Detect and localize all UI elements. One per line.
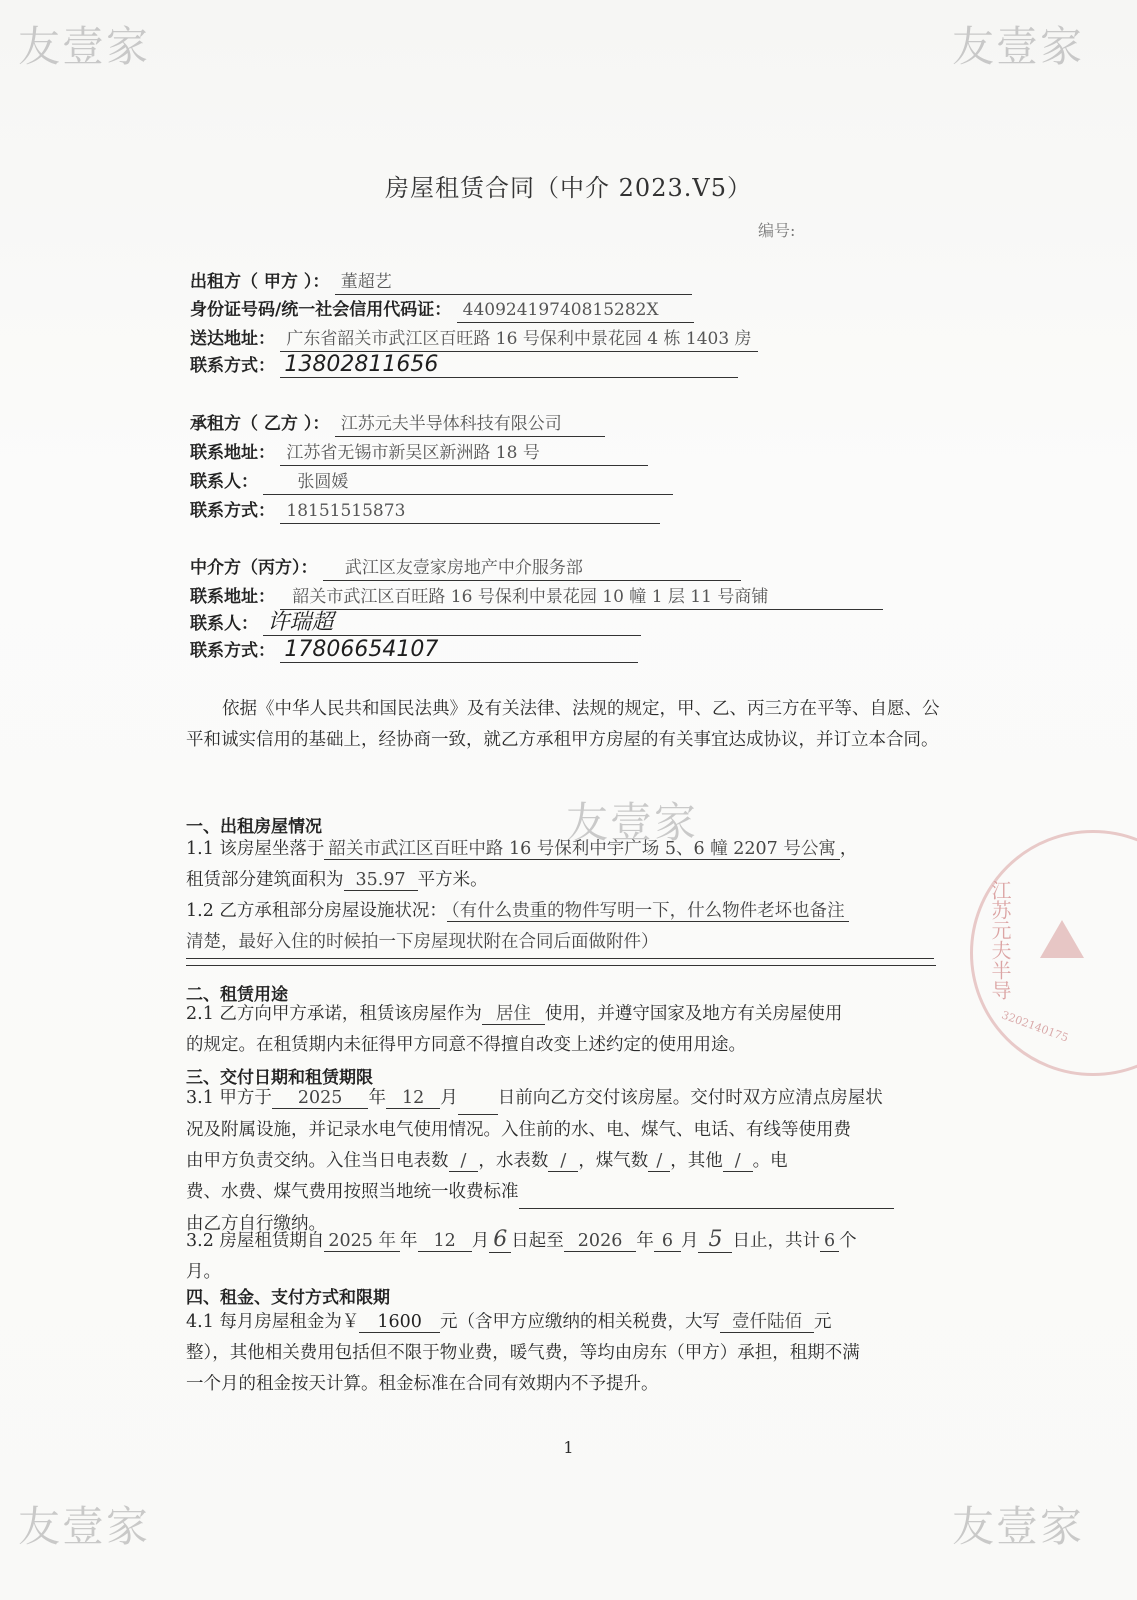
party-c-person-row: [190, 611, 641, 636]
party-a-contact-label: 联系方式：: [190, 356, 275, 376]
start-month: 12: [418, 1231, 472, 1252]
clause-4-1-c: 元: [813, 1312, 832, 1332]
clause-1-1-area-post: 平方米。: [417, 870, 488, 890]
watermark-center: 友壹家: [566, 798, 699, 847]
party-c-name-label: 中介方（丙方）：: [190, 558, 318, 578]
seal-number: 3202140175: [999, 1008, 1071, 1045]
party-a-id: 44092419740815282X: [457, 298, 694, 323]
end-day: 5: [698, 1227, 732, 1253]
rental-area: 35.97: [344, 870, 418, 891]
clause-4-1-a: 4.1 每月房屋租金为￥: [186, 1312, 360, 1332]
party-a-id-row: [190, 298, 694, 323]
party-c-contact-row: [190, 638, 638, 663]
seal-text: 江苏元夫半导: [988, 880, 1012, 1000]
clause-3-2-f: 月: [680, 1231, 699, 1251]
delivery-month: 12: [386, 1088, 440, 1109]
watermark-top-left: 友壹家: [18, 22, 151, 71]
clause-3-2-g: 日止，共计: [732, 1231, 820, 1251]
party-b-person: 张圆媛: [263, 470, 673, 495]
clause-3-2-c: 月: [471, 1231, 490, 1251]
party-a-name-label: 出租方（ 甲方 ）：: [190, 272, 330, 292]
clause-3-1-line3a: 由甲方负责交纳。入住当日电表数: [186, 1151, 449, 1171]
clause-2-1-post: 使用，并遵守国家及地方有关房屋使用: [544, 1004, 843, 1024]
delivery-year: 2025: [272, 1088, 369, 1109]
clause-3-1-line2: 况及附属设施，并记录水电气使用情况。入住前的水、电、煤气、电话、有线等使用费: [186, 1120, 851, 1140]
party-b-addr-row: [190, 441, 648, 466]
party-c-addr-label: 联系地址：: [190, 587, 275, 607]
party-c-name: 武江区友壹家房地产中介服务部: [323, 556, 741, 581]
monthly-rent: 1600: [359, 1312, 440, 1333]
section-4-heading: 四、租金、支付方式和限期: [186, 1288, 390, 1308]
clause-3-1-line4: 费、水费、煤气费用按照当地统一收费标准: [186, 1182, 519, 1202]
watermark-bottom-left: 友壹家: [18, 1502, 151, 1551]
clause-4-1: [186, 1307, 946, 1400]
party-c-contact: 17806654107: [280, 638, 638, 663]
clause-3-1-line3d: ，其他: [670, 1151, 723, 1171]
facility-note-line1: （有什么贵重的物件写明一下，什么物件老坏也备注: [447, 901, 849, 922]
clause-1-1: [186, 834, 946, 959]
clause-4-1-line2: 整），其他相关费用包括但不限于物业费，暖气费，等均由房东（甲方）承担，租期不满: [186, 1343, 860, 1363]
party-a-name: 董超艺: [335, 270, 692, 295]
clause-3-1-b: 年: [368, 1088, 386, 1108]
clause-1-1-area-pre: 租赁部分建筑面积为: [186, 870, 344, 890]
clause-4-1-line3: 一个月的租金按天计算。租金标准在合同有效期内不予提升。: [186, 1374, 659, 1394]
clause-2-1-pre: 2.1 乙方向甲方承诺，租赁该房屋作为: [186, 1004, 482, 1024]
party-b-contact-label: 联系方式：: [190, 501, 275, 521]
blank-line: [186, 965, 936, 966]
clause-3-1-c: 月: [440, 1088, 458, 1108]
clause-1-2-pre: 1.2 乙方承租部分房屋设施状况：: [186, 901, 447, 921]
party-a-contact-row: [190, 353, 738, 378]
party-b-name-row: [190, 412, 605, 437]
rental-use: 居住: [482, 1004, 545, 1025]
fee-standard-blank: [519, 1177, 894, 1209]
party-a-addr-row: [190, 327, 758, 352]
party-b-person-label: 联系人：: [190, 472, 258, 492]
party-a-contact: 13802811656: [280, 353, 738, 378]
clause-3-2-line2: 月。: [186, 1262, 221, 1282]
delivery-day: [458, 1083, 498, 1115]
clause-1-1-address: 韶关市武江区百旺中路 16 号保利中宇广场 5、6 幢 2207 号公寓: [324, 839, 839, 860]
rent-in-words: 壹仟陆佰: [720, 1312, 814, 1333]
clause-3-1-a: 3.1 甲方于: [186, 1088, 272, 1108]
contract-title: 房屋租赁合同（中介 2023.V5）: [385, 174, 752, 202]
party-b-person-row: [190, 470, 673, 495]
serial-label: 编号:: [758, 221, 796, 240]
gas-meter: /: [648, 1151, 670, 1172]
party-c-addr: 韶关市武江区百旺路 16 号保利中景花园 10 幢 1 层 11 号商铺: [280, 585, 883, 610]
start-day: 6: [489, 1227, 511, 1253]
clause-1-1-pre: 1.1 该房屋坐落于: [186, 839, 325, 859]
party-c-addr-row: [190, 585, 883, 610]
section-1-heading: 一、出租房屋情况: [186, 817, 322, 837]
clause-3-2-a: 3.2 房屋租赁期自: [186, 1231, 325, 1251]
party-b-contact: 18151515873: [280, 499, 660, 524]
party-b-name-label: 承租方（ 乙方 ）：: [190, 414, 330, 434]
clause-2-1-line2: 的规定。在租赁期内未征得甲方同意不得擅自改变上述约定的使用用途。: [186, 1035, 746, 1055]
electric-meter: /: [449, 1151, 479, 1172]
clause-3-2-e: 年: [636, 1231, 654, 1251]
party-b-contact-row: [190, 499, 660, 524]
party-b-addr-label: 联系地址：: [190, 443, 275, 463]
clause-2-1: [186, 999, 946, 1061]
end-year: 2026: [564, 1231, 637, 1252]
clause-3-2-b: 年: [400, 1231, 418, 1251]
clause-3-1-line5: 由乙方自行缴纳。: [186, 1214, 326, 1234]
party-b-addr: 江苏省无锡市新吴区新洲路 18 号: [280, 441, 648, 466]
party-b-name: 江苏元夫半导体科技有限公司: [335, 412, 605, 437]
clause-3-1-line3b: ，水表数: [478, 1151, 549, 1171]
lease-months: 6: [820, 1231, 839, 1252]
clause-3-2-h: 个: [839, 1231, 857, 1251]
clause-3-1: [186, 1083, 946, 1240]
party-a-addr-label: 送达地址：: [190, 329, 275, 349]
party-a-name-row: [190, 270, 692, 295]
clause-3-1-line3e: 。电: [752, 1151, 788, 1171]
party-a-addr: 广东省韶关市武江区百旺路 16 号保利中景花园 4 栋 1403 房: [280, 327, 757, 352]
clause-3-2-d: 日起至: [511, 1231, 564, 1251]
party-a-id-label: 身份证号码/统一社会信用代码证：: [190, 300, 452, 320]
watermark-top-right: 友壹家: [952, 22, 1085, 71]
party-c-name-row: [190, 556, 741, 581]
clause-3-2: [186, 1224, 946, 1288]
party-c-person-label: 联系人：: [190, 614, 258, 634]
end-month: 6: [654, 1231, 681, 1252]
section-2-heading: 二、租赁用途: [186, 985, 288, 1005]
clause-1-1-tail: ，: [839, 839, 858, 859]
page-number: 1: [563, 1438, 574, 1457]
facility-note-line2: 清楚，最好入住的时候拍一下房屋现状附在合同后面做附件）: [186, 927, 934, 959]
other-meter: /: [723, 1151, 753, 1172]
party-c-person: 许瑞超: [263, 611, 641, 636]
seal-star-icon: [1040, 920, 1084, 958]
water-meter: /: [548, 1151, 578, 1172]
clause-3-1-line3c: ，煤气数: [578, 1151, 649, 1171]
watermark-bottom-right: 友壹家: [952, 1502, 1085, 1551]
clause-3-1-d: 日前向乙方交付该房屋。交付时双方应清点房屋状: [497, 1088, 883, 1108]
start-year: 2025 年: [324, 1231, 400, 1252]
clause-4-1-b: 元（含甲方应缴纳的相关税费，大写: [439, 1312, 720, 1332]
section-3-heading: 三、交付日期和租赁期限: [186, 1068, 373, 1088]
party-c-contact-label: 联系方式：: [190, 641, 275, 661]
intro-paragraph: 依据《中华人民共和国民法典》及有关法律、法规的规定，甲、乙、丙三方在平等、自愿、公平和诚实信用的基础上，经协商一致，就乙方承租甲方房屋的有关事宜达成协议，并订立本合同。: [186, 699, 940, 750]
